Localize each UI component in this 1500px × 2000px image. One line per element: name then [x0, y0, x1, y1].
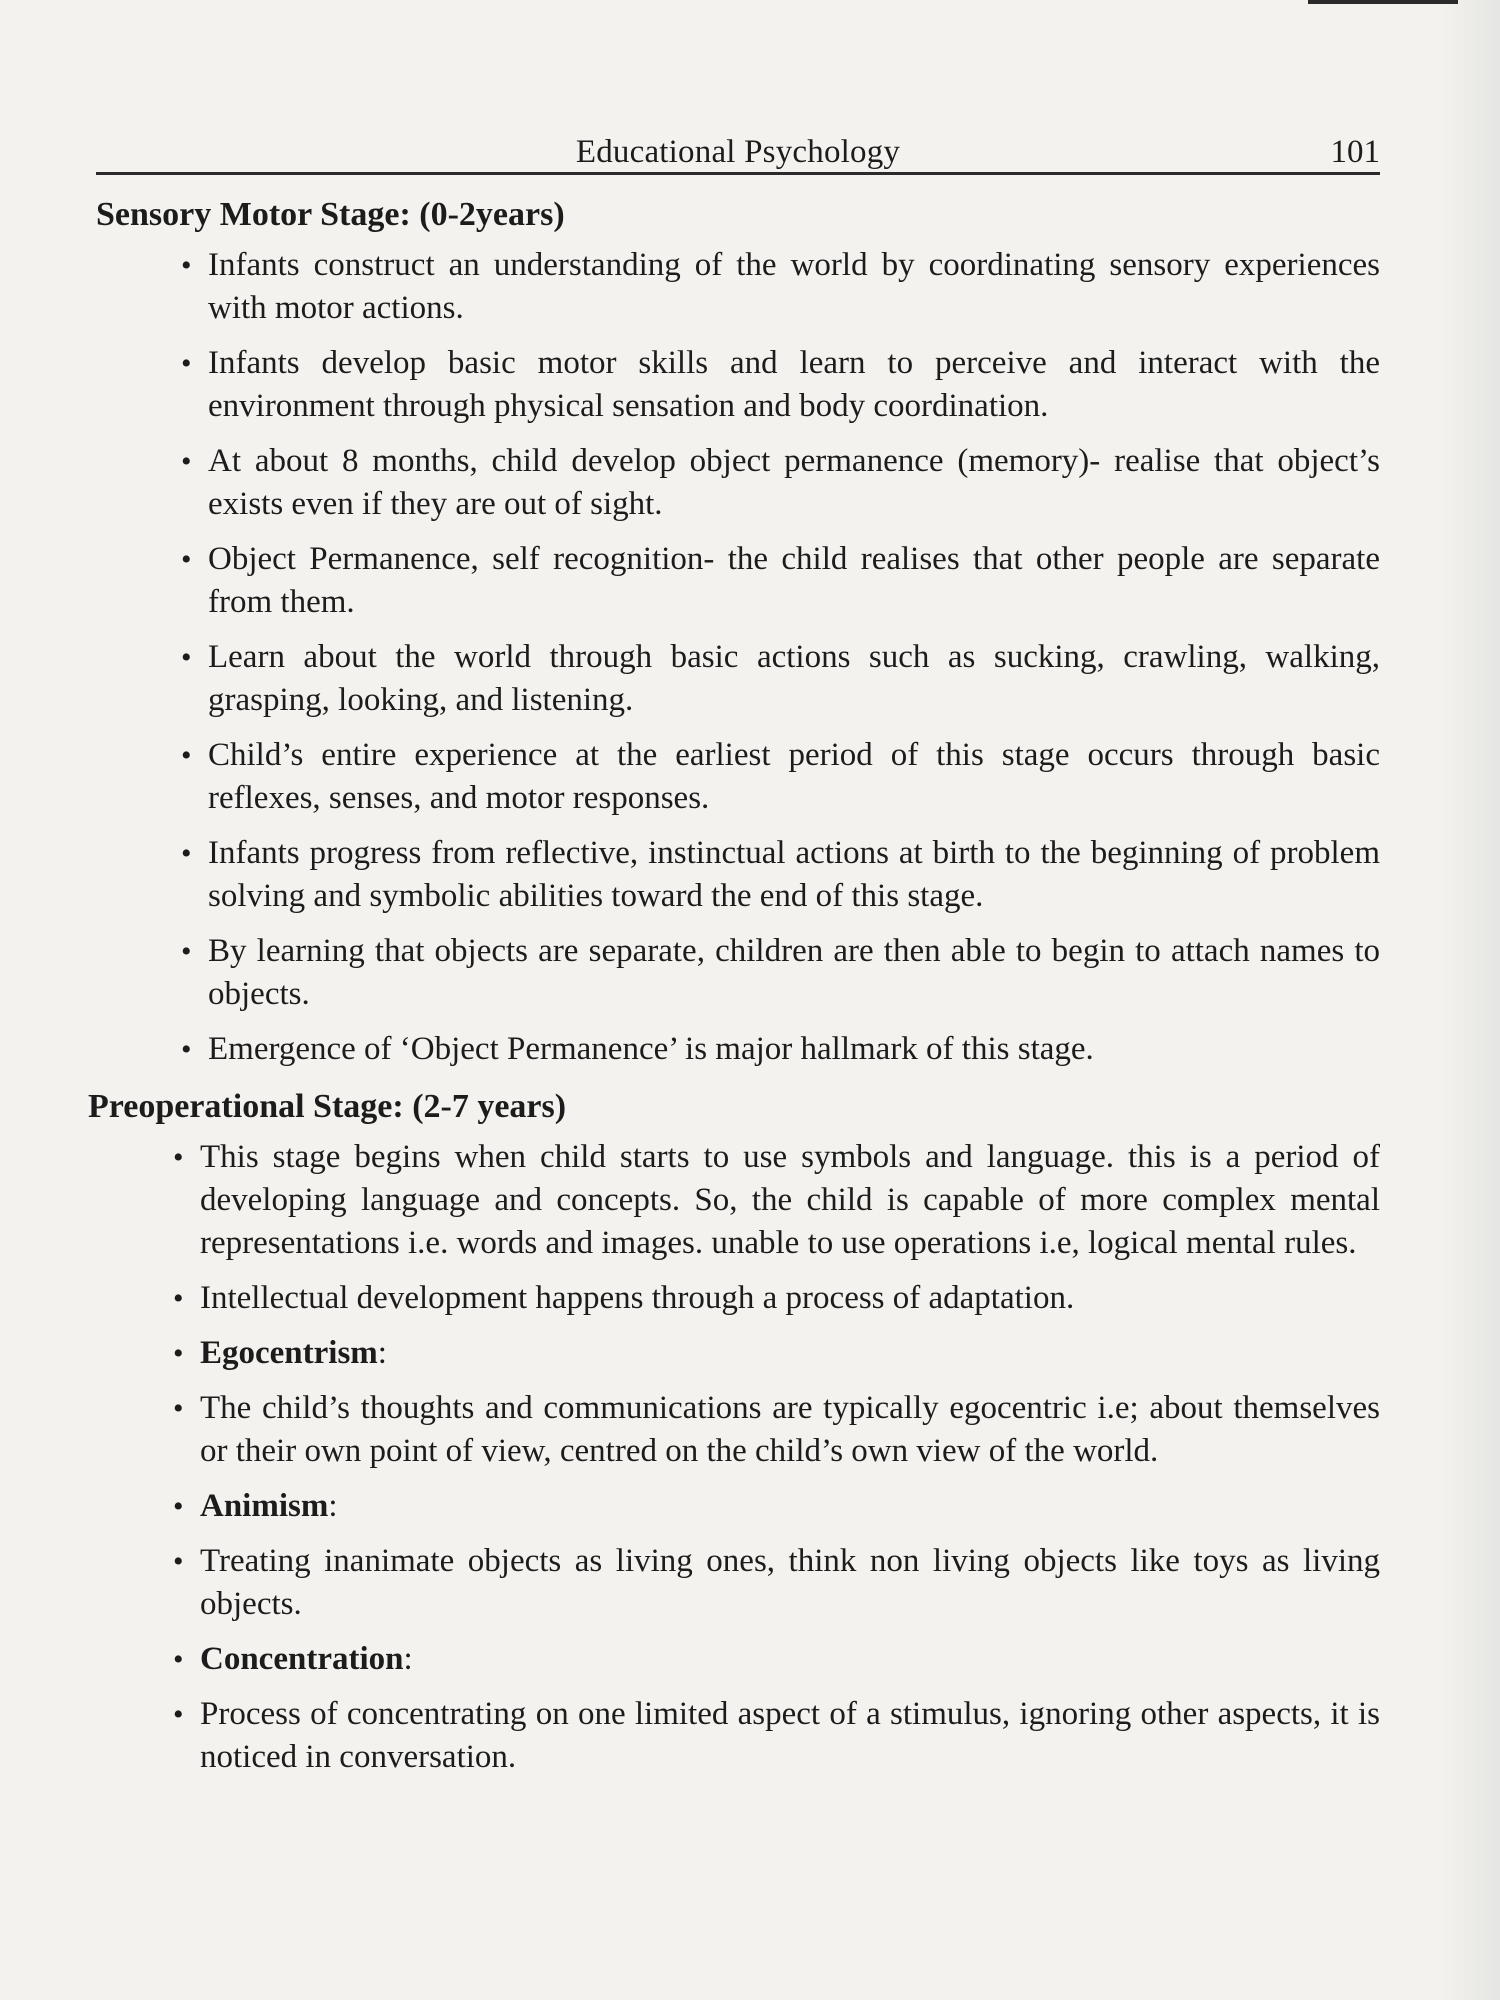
- list-item: • This stage begins when child starts to use symbols and language. this is a period of developing language and concepts. So, the child is capable of more complex mental representations i.e. words and images. unable to use operations i.e, logical mental rules.: [200, 1136, 1380, 1265]
- scan-shadow-edge: [1440, 0, 1500, 2000]
- list-item: • Emergence of ‘Object Permanence’ is major hallmark of this stage.: [208, 1028, 1380, 1071]
- book-page: [88, 128, 1380, 1791]
- page-number: 101: [1330, 134, 1380, 170]
- list-item: • Child’s entire experience at the earliest period of this stage occurs through basic reflexes, senses, and motor responses.: [208, 734, 1380, 820]
- bullet-dot: •: [173, 1545, 184, 1579]
- bullet-dot: •: [173, 1643, 184, 1677]
- preoperational-list: [96, 1136, 1380, 1779]
- term-concentration: Concentration: [200, 1641, 404, 1678]
- bullet-dot: •: [181, 739, 192, 773]
- bullet-dot: •: [181, 641, 192, 675]
- bullet-dot: •: [181, 935, 192, 969]
- list-item: • At about 8 months, child develop object permanence (memory)- realise that object’s exists even if they are out of sight.: [208, 440, 1380, 526]
- list-item: • Infants progress from reflective, instinctual actions at birth to the beginning of problem solving and symbolic abilities toward the end of this stage.: [208, 832, 1380, 918]
- sensory-motor-list: [96, 244, 1380, 1071]
- bullet-dot: •: [181, 1033, 192, 1067]
- bullet-dot: •: [173, 1698, 184, 1732]
- list-item: • The child’s thoughts and communications are typically egocentric i.e; about themselves or their own point of view, centred on the child’s own view of the world.: [200, 1387, 1380, 1473]
- bullet-dot: •: [181, 445, 192, 479]
- list-item-term: • Egocentrism:: [200, 1332, 1380, 1375]
- list-item-term: • Concentration:: [200, 1638, 1380, 1681]
- bullet-dot: •: [173, 1337, 184, 1371]
- list-item: • Object Permanence, self recognition- the child realises that other people are separate from them.: [208, 538, 1380, 624]
- section-heading-preoperational: Preoperational Stage: (2-7 years): [88, 1088, 567, 1126]
- list-item: • Treating inanimate objects as living ones, think non living objects like toys as living objects.: [200, 1540, 1380, 1626]
- list-item: • Learn about the world through basic actions such as sucking, crawling, walking, grasping, looking, and listening.: [208, 636, 1380, 722]
- bullet-dot: •: [173, 1282, 184, 1316]
- scan-mark: [1308, 0, 1458, 4]
- list-item-term: • Animism:: [200, 1485, 1380, 1528]
- bullet-dot: •: [181, 543, 192, 577]
- bullet-dot: •: [173, 1490, 184, 1524]
- bullet-dot: •: [181, 249, 192, 283]
- list-item: • Infants construct an understanding of the world by coordinating sensory experiences with motor actions.: [208, 244, 1380, 330]
- bullet-dot: •: [181, 837, 192, 871]
- list-item: • Process of concentrating on one limited aspect of a stimulus, ignoring other aspects, it is noticed in conversation.: [200, 1693, 1380, 1779]
- bullet-dot: •: [181, 347, 192, 381]
- section-heading-sensory-motor: Sensory Motor Stage: (0-2years): [96, 196, 565, 233]
- running-header: [96, 128, 1380, 175]
- bullet-dot: •: [173, 1141, 184, 1175]
- list-item: • By learning that objects are separate, children are then able to begin to attach names to objects.: [208, 930, 1380, 1016]
- term-egocentrism: Egocentrism: [200, 1335, 378, 1372]
- list-item: • Intellectual development happens through a process of adaptation.: [200, 1277, 1380, 1320]
- running-title: Educational Psychology: [575, 134, 901, 170]
- term-animism: Animism: [200, 1488, 329, 1525]
- list-item: • Infants develop basic motor skills and learn to perceive and interact with the environment through physical sensation and body coordination.: [208, 342, 1380, 428]
- bullet-dot: •: [173, 1392, 184, 1426]
